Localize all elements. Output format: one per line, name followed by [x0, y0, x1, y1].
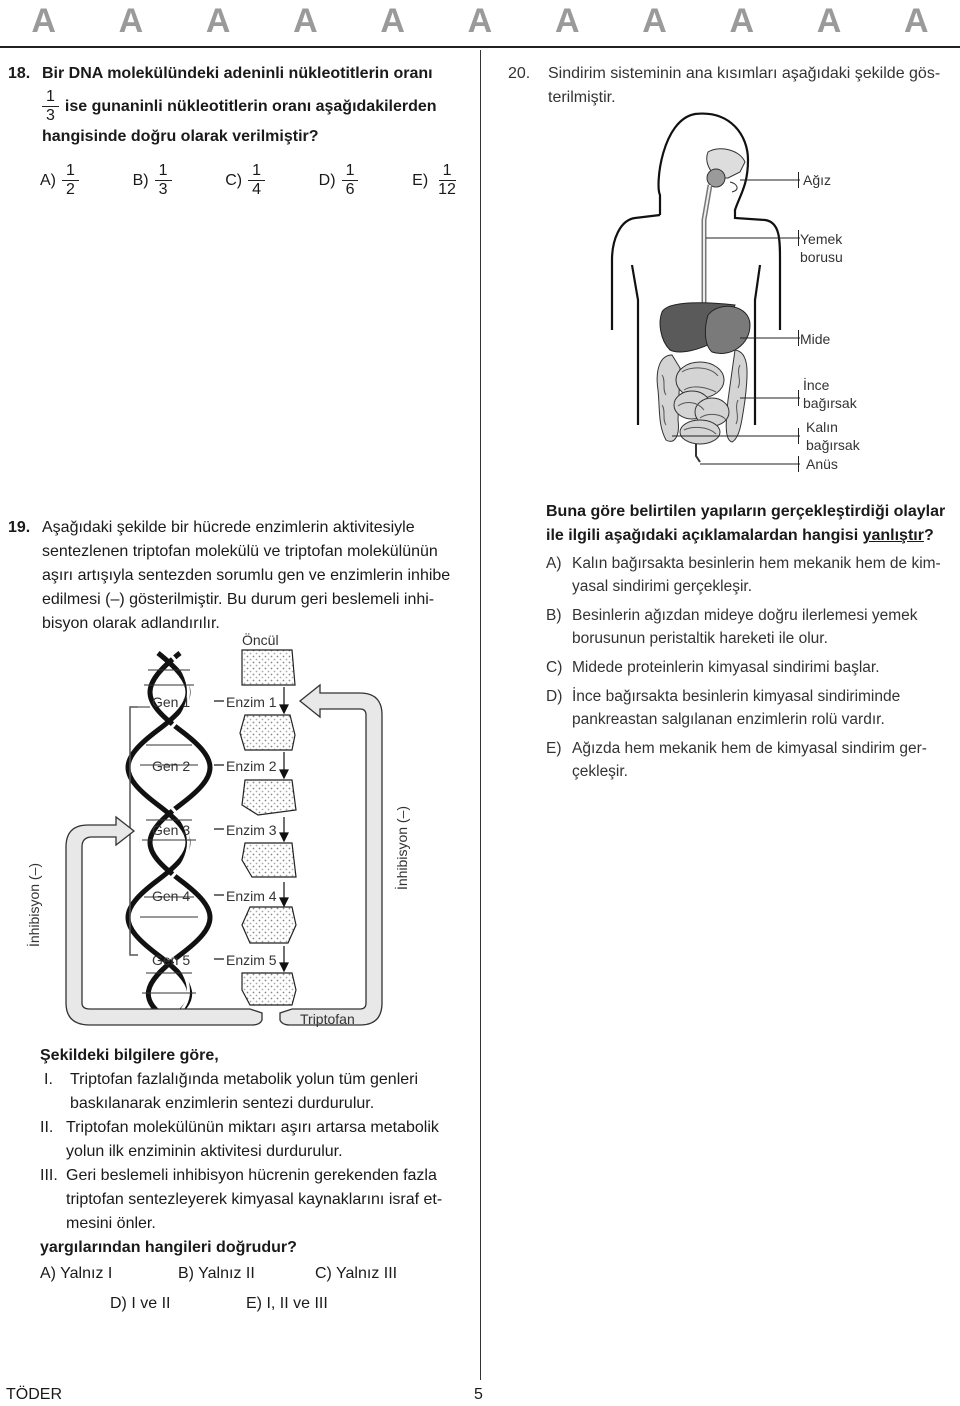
answer-a[interactable]: A) Yalnız I [40, 1265, 113, 1282]
tick [798, 230, 799, 246]
column-divider [480, 50, 481, 1380]
question-text-line: sentezlenen triptofan molekülü ve triptofan molekülünün [42, 543, 438, 560]
enzyme-1-label: Enzim 1 [226, 694, 277, 710]
fraction: $\frac{1}{4}$ [248, 162, 265, 199]
booklet-letter: A [554, 1, 580, 40]
fraction: $\frac{1}{6}$ [342, 162, 359, 199]
question-text-line: hangisinde doğru olarak verilmiştir? [42, 128, 319, 145]
statements-lead: Şekildeki bilgilere göre, [40, 1047, 219, 1064]
stomach [705, 306, 750, 353]
enzyme-1-shape [240, 715, 295, 750]
enzyme-2-label: Enzim 2 [226, 758, 277, 774]
answer-d[interactable]: D) I ve II [110, 1295, 171, 1312]
enzyme-5-label: Enzim 5 [226, 952, 277, 968]
small-intestine-label: İnce bağırsak [803, 377, 857, 411]
booklet-type-header [0, 0, 960, 42]
inhibition-arrows [66, 685, 382, 1025]
question-18 [8, 62, 473, 149]
q19-statements [40, 1044, 480, 1260]
fraction: $\frac{1}{2}$ [62, 162, 79, 199]
fraction: $\frac{1}{12}$ [438, 162, 456, 198]
intestines [657, 350, 747, 444]
question-number: 20. [508, 65, 531, 82]
option-e[interactable]: E) Ağızda hem mekanik hem de kimyasal sindirim ger- çekleşir. [546, 740, 927, 780]
enzyme-5-shape [242, 973, 296, 1005]
option-c[interactable]: C) Midede proteinlerin kimyasal sindirimi başlar. [546, 659, 880, 676]
option-d[interactable]: D) İnce bağırsakta besinlerin kimyasal sindiriminde pankreastan salgılanan enzimlerin rolü vardır. [546, 688, 901, 728]
q20-options [546, 552, 958, 783]
tick [798, 330, 799, 346]
question-text-line: bisyon olarak adlandırılır. [42, 615, 220, 632]
tick [798, 390, 799, 406]
option-a[interactable]: A) Kalın bağırsakta besinlerin hem mekanik hem de kim- yasal sindirimi gerçekleşir. [546, 555, 941, 595]
question-text-line: terilmiştir. [548, 89, 616, 106]
question-number: 18. [8, 65, 31, 82]
booklet-letter: A [118, 1, 144, 40]
gene-4-label: Gen 4 [152, 888, 191, 904]
question-text-line: Aşağıdaki şekilde bir hücrede enzimlerin aktivitesiyle [42, 519, 415, 536]
gene-5-label: Gen 5 [152, 952, 191, 968]
choice-a[interactable]: A) $\frac{1}{2}$ [40, 162, 79, 199]
answer-c[interactable]: C) Yalnız III [315, 1265, 398, 1282]
choice-b[interactable]: B) $\frac{1}{3}$ [133, 162, 172, 199]
mouth-label: Ağız [803, 172, 832, 188]
precursor-label: Öncül [242, 632, 279, 648]
answer-e[interactable]: E) I, II ve III [246, 1295, 328, 1312]
fraction: $\frac{1}{3}$ [42, 88, 59, 125]
question-text-line: ise gunaninli nükleotitlerin oranı aşağıdakilerden [64, 97, 437, 115]
q20-question: Buna göre belirtilen yapıların gerçekleştirdiği olaylar ile ilgili aşağıdaki açıklamalardan hangisi yanlıştır? [546, 503, 946, 544]
esophagus-label: Yemek borusu [800, 231, 843, 265]
booklet-letter: A [205, 1, 231, 40]
question-text-line: Sindirim sisteminin ana kısımları aşağıdaki şekilde gös- [548, 65, 941, 82]
q18-choices [40, 162, 460, 199]
header-divider [0, 46, 960, 48]
question-text-line: edilmesi (–) gösterilmiştir. Bu durum geri beslemeli inhi- [42, 591, 435, 608]
choice-e[interactable]: E) $\frac{1}{12}$ [412, 162, 460, 199]
answer-b[interactable]: B) Yalnız II [178, 1265, 255, 1282]
question-number: 19. [8, 519, 31, 536]
enzyme-2-shape [242, 780, 296, 815]
fraction: $\frac{1}{3}$ [155, 162, 172, 199]
booklet-letter: A [31, 1, 56, 40]
booklet-letter: A [816, 1, 842, 40]
enzyme-3-label: Enzim 3 [226, 822, 277, 838]
anus-label: Anüs [806, 456, 838, 472]
statement-ii: II. Triptofan molekülünün miktarı aşırı artarsa metabolik yolun ilk enziminin aktivitesi durdurulur. [40, 1119, 439, 1160]
large-intestine-label: Kalın bağırsak [806, 419, 860, 453]
booklet-letter: A [380, 1, 405, 40]
question-text-line: aşırı artışıyla sentezden sorumlu gen ve enzimlerin inhibe [42, 567, 451, 584]
tick [798, 456, 799, 472]
question-text-line: Bir DNA molekülündeki adeninli nükleotitlerin oranı [42, 65, 433, 82]
inhibition-right-label: İnhibisyon (–) [394, 805, 410, 891]
gene-3-label: Gen 3 [152, 822, 191, 838]
stomach-label: Mide [800, 331, 831, 347]
choice-c[interactable]: C) $\frac{1}{4}$ [225, 162, 265, 199]
enzyme-3-shape [242, 843, 296, 877]
booklet-letter: A [293, 1, 318, 40]
question-19-stem [8, 516, 478, 636]
inhibition-left-label: İnhibisyon (–) [26, 862, 42, 948]
gene-2-label: Gen 2 [152, 758, 191, 774]
enzyme-4-label: Enzim 4 [226, 888, 277, 904]
precursor-shape [242, 650, 295, 685]
tick [798, 428, 799, 444]
statement-iii: III. Geri beslemeli inhibisyon hücrenin gerekenden fazla triptofan sentezleyerek kimyasal kaynaklarını israf et- mesini önler. [40, 1167, 443, 1232]
booklet-letter: A [904, 1, 929, 40]
tick [798, 172, 799, 188]
booklet-letter: A [642, 1, 667, 40]
booklet-letter: A [729, 1, 755, 40]
tryptophan-label: Triptofan [300, 1011, 355, 1027]
option-b[interactable]: B) Besinlerin ağızdan mideye doğru ilerlemesi yemek borusunun peristaltik hareketi ile olur. [546, 607, 918, 647]
question-prompt: yargılarından hangileri doğrudur? [40, 1239, 297, 1256]
enzyme-4-shape [242, 907, 296, 943]
booklet-letter: A [467, 1, 493, 40]
gene-1-label: Gen 1 [152, 694, 191, 710]
page-number: 5 [474, 1386, 483, 1403]
publisher-name: TÖDER [6, 1386, 62, 1403]
choice-d[interactable]: D) $\frac{1}{6}$ [319, 162, 359, 199]
digestive-system-figure [600, 100, 800, 470]
statement-i: I. Triptofan fazlalığında metabolik yolun tüm genleri baskılanarak enzimlerin sentezi durdurulur. [44, 1071, 419, 1112]
